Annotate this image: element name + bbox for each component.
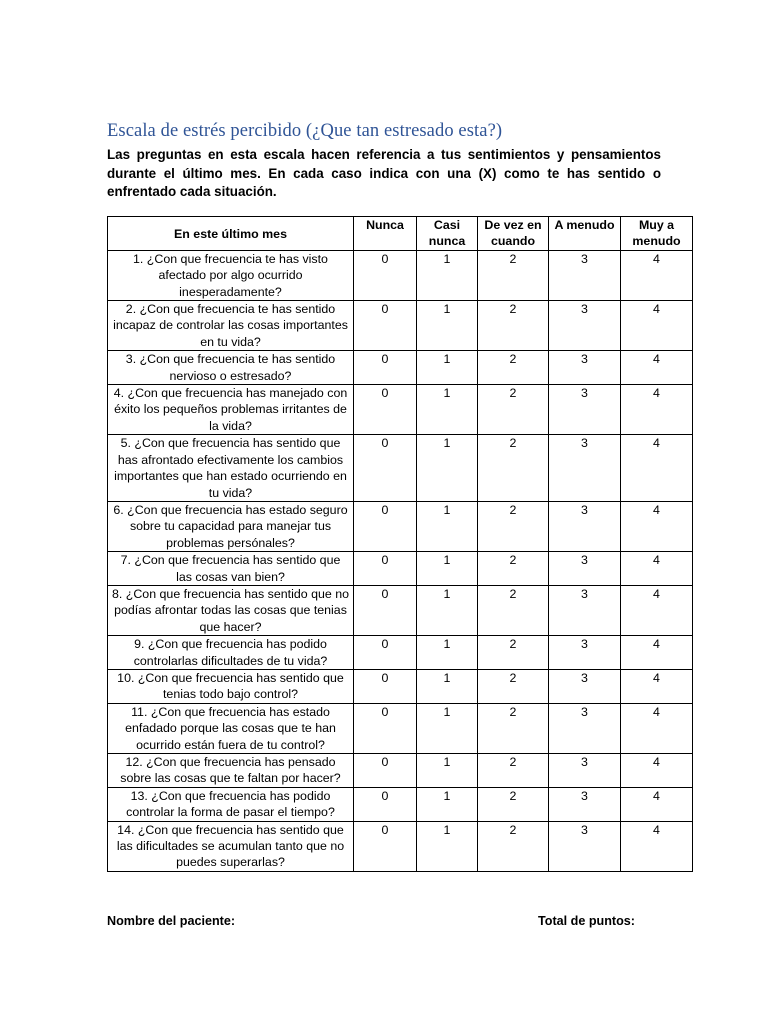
score-cell[interactable]: 2 [478, 787, 549, 821]
question-cell: 3. ¿Con que frecuencia te has sentido nervioso o estresado? [108, 351, 354, 385]
score-cell[interactable]: 0 [354, 585, 417, 635]
score-cell[interactable]: 3 [549, 351, 621, 385]
score-cell[interactable]: 2 [478, 552, 549, 586]
score-cell[interactable]: 0 [354, 636, 417, 670]
table-header-row [108, 217, 693, 251]
score-cell[interactable]: 2 [478, 250, 549, 300]
table-row [108, 385, 693, 435]
score-cell[interactable]: 4 [621, 703, 693, 753]
table-row [108, 821, 693, 871]
table-row [108, 754, 693, 788]
score-cell[interactable]: 4 [621, 385, 693, 435]
score-cell[interactable]: 1 [417, 754, 478, 788]
score-cell[interactable]: 3 [549, 703, 621, 753]
score-cell[interactable]: 1 [417, 351, 478, 385]
table-row [108, 250, 693, 300]
score-cell[interactable]: 2 [478, 636, 549, 670]
score-cell[interactable]: 4 [621, 301, 693, 351]
header-a-menudo: A menudo [549, 217, 621, 251]
score-cell[interactable]: 3 [549, 754, 621, 788]
table-row [108, 351, 693, 385]
score-cell[interactable]: 2 [478, 351, 549, 385]
score-cell[interactable]: 1 [417, 250, 478, 300]
score-cell[interactable]: 4 [621, 669, 693, 703]
score-cell[interactable]: 3 [549, 787, 621, 821]
score-cell[interactable]: 0 [354, 250, 417, 300]
table-row [108, 552, 693, 586]
score-cell[interactable]: 1 [417, 787, 478, 821]
score-cell[interactable]: 4 [621, 250, 693, 300]
table-row [108, 787, 693, 821]
score-cell[interactable]: 2 [478, 669, 549, 703]
score-cell[interactable]: 4 [621, 552, 693, 586]
score-cell[interactable]: 0 [354, 821, 417, 871]
score-cell[interactable]: 0 [354, 754, 417, 788]
score-cell[interactable]: 4 [621, 501, 693, 551]
score-cell[interactable]: 3 [549, 669, 621, 703]
question-cell: 4. ¿Con que frecuencia has manejado con éxito los pequeños problemas irritantes de la vida? [108, 385, 354, 435]
score-cell[interactable]: 4 [621, 435, 693, 502]
question-cell: 12. ¿Con que frecuencia has pensado sobre las cosas que te faltan por hacer? [108, 754, 354, 788]
score-cell[interactable]: 2 [478, 385, 549, 435]
question-cell: 6. ¿Con que frecuencia has estado seguro sobre tu capacidad para manejar tus problemas persónales? [108, 501, 354, 551]
header-de-vez-en-cuando: De vez en cuando [478, 217, 549, 251]
score-cell[interactable]: 2 [478, 703, 549, 753]
score-cell[interactable]: 0 [354, 552, 417, 586]
header-casi-nunca: Casi nunca [417, 217, 478, 251]
score-cell[interactable]: 4 [621, 787, 693, 821]
question-cell: 8. ¿Con que frecuencia has sentido que no podías afrontar todas las cosas que tenias que hacer? [108, 585, 354, 635]
question-cell: 14. ¿Con que frecuencia has sentido que las dificultades se acumulan tanto que no puedes superarlas? [108, 821, 354, 871]
score-cell[interactable]: 2 [478, 585, 549, 635]
score-cell[interactable]: 3 [549, 385, 621, 435]
score-cell[interactable]: 0 [354, 301, 417, 351]
table-row [108, 435, 693, 502]
score-cell[interactable]: 2 [478, 754, 549, 788]
total-points-label: Total de puntos: [538, 914, 636, 928]
score-cell[interactable]: 3 [549, 552, 621, 586]
question-cell: 5. ¿Con que frecuencia has sentido que has afrontado efectivamente los cambios importantes que han estado ocurriendo en tu vida? [108, 435, 354, 502]
score-cell[interactable]: 3 [549, 301, 621, 351]
score-cell[interactable]: 0 [354, 435, 417, 502]
score-cell[interactable]: 3 [549, 250, 621, 300]
patient-name-label: Nombre del paciente: [107, 914, 236, 928]
header-muy-a-menudo: Muy a menudo [621, 217, 693, 251]
score-cell[interactable]: 1 [417, 821, 478, 871]
score-cell[interactable]: 3 [549, 585, 621, 635]
intro-paragraph: Las preguntas en esta escala hacen referencia a tus sentimientos y pensamientos durante el último mes. En cada caso indica con una (X) como te has sentido o enfrentado cada situación. [107, 147, 661, 200]
score-cell[interactable]: 1 [417, 669, 478, 703]
score-cell[interactable]: 2 [478, 435, 549, 502]
score-cell[interactable]: 1 [417, 501, 478, 551]
document-title: Escala de estrés percibido (¿Que tan estresado esta?) [107, 121, 503, 141]
score-cell[interactable]: 3 [549, 435, 621, 502]
score-cell[interactable]: 1 [417, 385, 478, 435]
question-cell: 11. ¿Con que frecuencia has estado enfadado porque las cosas que te han ocurrido están fuera de tu control? [108, 703, 354, 753]
score-cell[interactable]: 4 [621, 754, 693, 788]
score-cell[interactable]: 0 [354, 787, 417, 821]
score-cell[interactable]: 0 [354, 351, 417, 385]
score-cell[interactable]: 3 [549, 501, 621, 551]
table-body [108, 250, 693, 871]
table-row [108, 669, 693, 703]
table-row [108, 703, 693, 753]
table-row [108, 636, 693, 670]
question-cell: 1. ¿Con que frecuencia te has visto afectado por algo ocurrido inesperadamente? [108, 250, 354, 300]
score-cell[interactable]: 3 [549, 636, 621, 670]
score-cell[interactable]: 0 [354, 385, 417, 435]
table-row [108, 585, 693, 635]
question-cell: 2. ¿Con que frecuencia te has sentido incapaz de controlar las cosas importantes en tu vida? [108, 301, 354, 351]
score-cell[interactable]: 4 [621, 351, 693, 385]
score-cell[interactable]: 2 [478, 501, 549, 551]
score-cell[interactable]: 4 [621, 585, 693, 635]
score-cell[interactable]: 2 [478, 821, 549, 871]
score-cell[interactable]: 0 [354, 501, 417, 551]
stress-scale-table [107, 216, 693, 872]
header-nunca: Nunca [354, 217, 417, 251]
score-cell[interactable]: 4 [621, 636, 693, 670]
score-cell[interactable]: 1 [417, 636, 478, 670]
question-cell: 9. ¿Con que frecuencia has podido controlarlas dificultades de tu vida? [108, 636, 354, 670]
table-row [108, 301, 693, 351]
table-row [108, 501, 693, 551]
score-cell[interactable]: 0 [354, 703, 417, 753]
question-cell: 13. ¿Con que frecuencia has podido controlar la forma de pasar el tiempo? [108, 787, 354, 821]
score-cell[interactable]: 2 [478, 301, 549, 351]
score-cell[interactable]: 1 [417, 301, 478, 351]
score-cell[interactable]: 4 [621, 821, 693, 871]
question-cell: 7. ¿Con que frecuencia has sentido que las cosas van bien? [108, 552, 354, 586]
question-cell: 10. ¿Con que frecuencia has sentido que tenias todo bajo control? [108, 669, 354, 703]
header-question: En este último mes [108, 217, 354, 251]
score-cell[interactable]: 1 [417, 552, 478, 586]
score-cell[interactable]: 1 [417, 435, 478, 502]
score-cell[interactable]: 3 [549, 821, 621, 871]
score-cell[interactable]: 0 [354, 669, 417, 703]
score-cell[interactable]: 1 [417, 585, 478, 635]
score-cell[interactable]: 1 [417, 703, 478, 753]
